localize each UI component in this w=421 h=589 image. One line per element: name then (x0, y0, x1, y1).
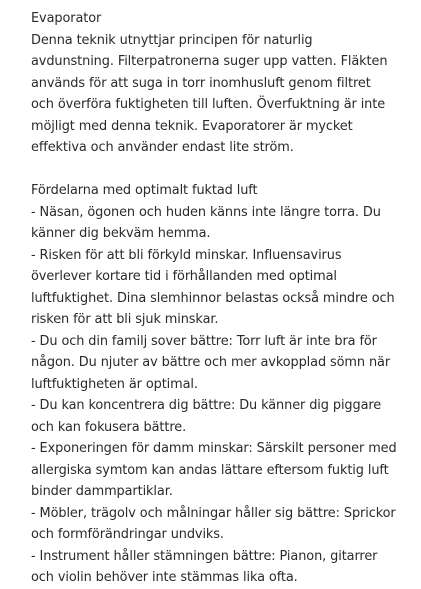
list-line: risken för att bli sjuk minskar. (31, 312, 219, 327)
list-line: - Du kan koncentrera dig bättre: Du känner dig piggare (31, 398, 382, 413)
list-line: överlever kortare tid i förhållanden med optimal (31, 269, 337, 284)
paragraph-line: avdunstning. Filterpatronerna suger upp vatten. Fläkten (31, 54, 388, 69)
paragraph-line: och överföra fuktigheten till luften. Överfuktning är inte (31, 97, 386, 112)
list-line: och violin behöver inte stämmas lika ofta. (31, 570, 298, 585)
list-line: - Du och din familj sover bättre: Torr luft är inte bra för (31, 333, 377, 349)
list-line: binder dammpartiklar. (31, 484, 173, 499)
paragraph-line: möjligt med denna teknik. Evaporatorer är mycket (31, 118, 353, 134)
list-line: - Exponeringen för damm minskar: Särskilt personer med (31, 441, 397, 456)
list-line: allergiska symtom kan andas lättare eftersom fuktig luft (31, 462, 389, 478)
paragraph-line: effektiva och använder endast lite ström. (31, 140, 294, 155)
list-line: känner dig bekväm hemma. (31, 226, 211, 241)
section-heading-benefits: Fördelarna med optimalt fuktad luft (31, 183, 258, 198)
list-line: luftfuktigheten är optimal. (31, 376, 198, 392)
section-heading-evaporator: Evaporator (31, 11, 102, 26)
document-body (31, 8, 419, 589)
paragraph-line: Denna teknik utnyttjar principen för naturlig (31, 32, 313, 48)
list-line: - Näsan, ögonen och huden känns inte längre torra. Du (31, 204, 381, 220)
list-line: - Instrument håller stämningen bättre: Pianon, gitarrer (31, 548, 378, 564)
list-line: - Möbler, trägolv och målningar håller sig bättre: Sprickor (31, 505, 396, 521)
list-line: - Risken för att bli förkyld minskar. Influensavirus (31, 247, 342, 263)
list-line: luftfuktighet. Dina slemhinnor belastas också mindre och (31, 290, 395, 306)
list-line: någon. Du njuter av bättre och mer avkopplad sömn när (31, 355, 391, 370)
list-line: och formförändringar undviks. (31, 527, 224, 542)
paragraph-spacer (31, 159, 419, 181)
paragraph-line: används för att suga in torr inomhusluft genom filtret (31, 75, 371, 91)
list-line: och kan fokusera bättre. (31, 419, 187, 435)
